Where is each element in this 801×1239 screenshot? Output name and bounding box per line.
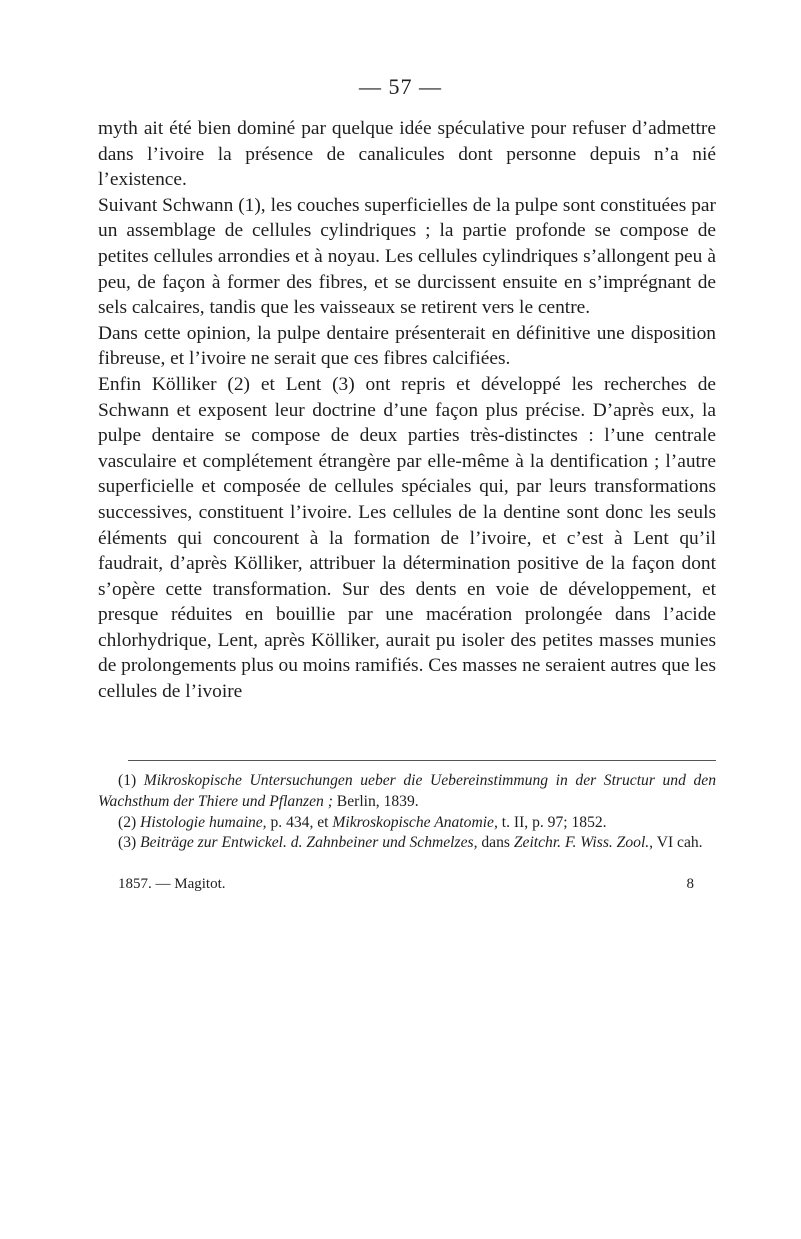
footnote-1	[98, 771, 716, 813]
paragraph-4: Enfin Kölliker (2) et Lent (3) ont repris et développé les recherches de Schwann et exposent leur doctrine d’une façon plus précise. D’après eux, la pulpe dentaire se compose de deux parties très-distinctes : l’une centrale vasculaire et complétement étrangère par elle-même à la dentification ; l’autre superficielle et composée de cellules spéciales qui, par leurs transformations successives, constituent l’ivoire. Les cellules de la dentine sont donc les seuls éléments qui concourent à la formation de l’ivoire, et c’est à Lent qu’il faudrait, d’après Kölliker, attribuer la détermination positive de la façon dont s’opère cette transformation. Sur des dents en voie de développement, et presque réduites en bouillie par une macération prolongée dans l’acide chlorhydrique, Lent, après Kölliker, aurait pu isoler des petites masses munies de prolongements plus ou moins ramifiés. Ces masses ne seraient autres que les cellules de l’ivoire	[98, 373, 716, 703]
main-text	[98, 116, 716, 705]
paragraph-1: myth ait été bien dominé par quelque idée spéculative pour refuser d’admettre dans l’ivoire la présence de canalicules dont personne depuis n’a nié l’existence.	[98, 118, 716, 191]
footnote-3-mid: dans	[477, 834, 514, 852]
footnote-3	[98, 833, 716, 854]
footnote-1-rest: Berlin, 1839.	[332, 792, 419, 810]
footnote-2-marker: (2)	[118, 813, 137, 831]
signature-sheet-number: 8	[686, 876, 694, 892]
footnote-separator	[128, 760, 716, 761]
page-number: — 57 —	[359, 74, 442, 99]
signature-text: 1857. — Magitot.	[118, 876, 226, 892]
footnote-2-title: Histologie humaine,	[140, 813, 267, 831]
footnote-3-rest: VI cah.	[653, 834, 703, 852]
footnotes	[98, 771, 716, 854]
footnote-2-title-2: Mikroskopische Anatomie,	[332, 813, 498, 831]
footnote-2-mid: p. 434, et	[266, 813, 333, 831]
footnote-1-title: Mikroskopische Untersuchungen ueber die Uebereinstimmung in der Structur und den Wachsthum der Thiere und Pflanzen ;	[98, 772, 717, 810]
paragraph-3: Dans cette opinion, la pulpe dentaire présenterait en définitive une disposition fibreuse, et l’ivoire ne serait que ces fibres calcifiées.	[98, 322, 716, 370]
footnote-2-rest: t. II, p. 97; 1852.	[497, 813, 607, 831]
printer-signature	[118, 876, 716, 893]
footnote-3-marker: (3)	[118, 834, 137, 852]
footnote-3-title-2: Zeitchr. F. Wiss. Zool.,	[513, 834, 654, 852]
footnote-1-marker: (1)	[118, 772, 137, 789]
footnote-3-title: Beiträge zur Entwickel. d. Zahnbeiner und Schmelzes,	[140, 834, 478, 852]
footnote-2	[98, 813, 716, 834]
paragraph-2: Suivant Schwann (1), les couches superficielles de la pulpe sont constituées par un assemblage de cellules cylindriques ; la partie profonde se compose de petites cellules arrondies et à noyau. Les cellules cylindriques s’allongent peu à peu, de façon à former des fibres, et se durcissent ensuite en s’imprégnant de sels calcaires, tandis que les vaisseaux se retirent vers le centre.	[98, 194, 716, 319]
